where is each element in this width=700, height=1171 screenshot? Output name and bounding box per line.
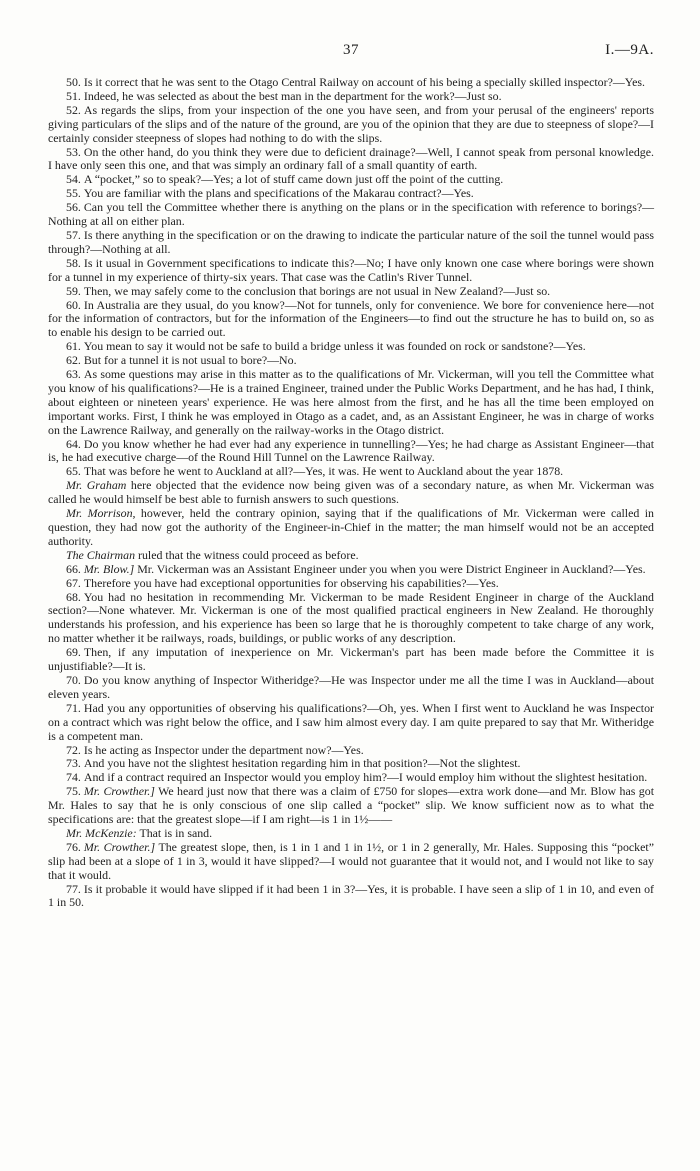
transcript-paragraph (48, 340, 654, 354)
transcript-paragraph (48, 368, 654, 438)
paragraph-text: You mean to say it would not be safe to build a bridge unless it was founded on rock or sandstone?—Yes. (83, 339, 586, 354)
question-number: 71. (66, 700, 81, 715)
transcript-paragraph (48, 90, 654, 104)
transcript-paragraph (48, 646, 654, 674)
transcript-paragraph (48, 465, 654, 479)
paragraph-text: We heard just now that there was a claim of £750 for slopes—extra work done—and Mr. Blow has got Mr. Hales to say that he is only conscious of one slip called a “pocket” slip. We know sufficient now as to what the specifications are: that the greatest slope—if I am right—is 1 in 1½—— (48, 784, 654, 827)
paragraph-text: Indeed, he was selected as about the best man in the department for the work?—Just so. (83, 88, 502, 103)
question-number: 56. (66, 200, 81, 215)
transcript-paragraph (48, 785, 654, 827)
transcript-paragraph (48, 257, 654, 285)
speaker-name: Mr. Morrison, (66, 506, 136, 521)
paragraph-text: You are familiar with the plans and specifications of the Makarau contract?—Yes. (83, 186, 474, 201)
question-number: 62. (66, 353, 81, 368)
paragraph-text: however, held the contrary opinion, saying that if the qualifications of Mr. Vickerman were called in question, they had now got the authority of the Engineer-in-Chief in the matter; the man himself would not be an accepted authority. (48, 506, 654, 548)
paragraph-text: Can you tell the Committee whether there is anything on the plans or in the specification with reference to borings?—Nothing at all on either plan. (48, 200, 654, 229)
speaker-name: Mr. McKenzie: (66, 825, 137, 840)
transcript-paragraph (48, 841, 654, 883)
question-number: 73. (66, 756, 81, 771)
question-number: 67. (66, 575, 81, 590)
question-number: 66. (66, 561, 81, 576)
paragraph-text: Do you know anything of Inspector Witheridge?—He was Inspector under me all the time I was in Auckland—about eleven years. (48, 672, 654, 701)
paragraph-text: A “pocket,” so to speak?—Yes; a lot of stuff came down just off the point of the cutting. (83, 172, 504, 187)
question-number: 68. (66, 589, 81, 604)
question-number: 69. (66, 645, 81, 660)
paragraph-text: You had no hesitation in recommending Mr. Vickerman to be made Resident Engineer in charge of the Auckland section?—None whatever. Mr. Vickerman is one of the most qualified practical engineers in New Zealand. He thoroughly understands his profession, and his experience has been so large that he is thoroughly competent to take charge of any work, no matter whether it be railways, roads, buildings, or public works of any description. (48, 589, 654, 646)
transcript-paragraph (48, 591, 654, 647)
speaker-name: Mr. Graham (66, 478, 127, 493)
transcript-paragraph (48, 757, 654, 771)
speaker-name: Mr. Crowther.] (83, 839, 156, 854)
question-number: 64. (66, 436, 81, 451)
paragraph-text: As some questions may arise in this matter as to the qualifications of Mr. Vickerman, will you tell the Committee what you know of his qualifications?—He is a trained Engineer, trained under the Public Works Department, and he has had, I think, about eighteen or nineteen years' experience. He was here almost from the first, and he has all the time been employed on important works. First, I think he was employed in Otago as a cadet, and, as an Assistant Engineer, he was in charge of works on the Lawrence Railway, and generally on the railway-works in the Otago district. (48, 367, 654, 437)
paragraph-text: Is it usual in Government specifications to indicate this?—No; I have only known one case where borings were shown for a tunnel in my experience of thirty-six years. That case was the Catlin's River Tunnel. (48, 255, 654, 284)
transcript-paragraph (48, 827, 654, 841)
paragraph-text: That is in sand. (139, 825, 213, 840)
paragraph-text: As regards the slips, from your inspection of the one you have seen, and from your perusal of the engineers' reports giving particulars of the slips and of the nature of the ground, are you of the opinion that they are due to steepness of slope?—I certainly consider steepness of slopes had nothing to do with the slips. (48, 102, 654, 145)
paragraph-text: In Australia are they usual, do you know?—Not for tunnels, only for convenience. We bore for convenience here—not for the information of contractors, but for the information of the Engineers—to find out the structure he has to build on, so as to enable his design to be carried out. (48, 297, 654, 340)
question-number: 57. (66, 227, 81, 242)
transcript-paragraph (48, 438, 654, 466)
transcript-paragraph (48, 674, 654, 702)
paragraph-text: And if a contract required an Inspector would you employ him?—I would employ him without the slightest hesitation. (83, 770, 648, 785)
question-number: 50. (66, 75, 81, 89)
paragraph-text: Is it correct that he was sent to the Otago Central Railway on account of his being a specially skilled inspector?—Yes. (83, 75, 646, 89)
speaker-name: Mr. Crowther.] (83, 784, 155, 799)
transcript-paragraph (48, 146, 654, 174)
paragraph-text: Is it probable it would have slipped if it had been 1 in 3?—Yes, it is probable. I have seen a slip of 1 in 10, and even of 1 in 50. (48, 881, 654, 910)
paragraph-text: On the other hand, do you think they were due to deficient drainage?—Well, I cannot speak from personal knowledge. I have only seen this one, and that was simply an ordinary fall of a small quantity of earth. (48, 144, 654, 173)
paragraph-text: Do you know whether he had ever had any experience in tunnelling?—Yes; he had charge as Assistant Engineer—that is, he had executive charge—of the Round Hill Tunnel on the Lawrence Railway. (48, 436, 654, 465)
transcript-paragraph (48, 201, 654, 229)
transcript-paragraph (48, 299, 654, 341)
paragraph-text: The greatest slope, then, is 1 in 1 and 1 in 1½, or 1 in 2 generally, Mr. Hales. Supposing this “pocket” slip had been at a slope of 1 in 3, would it have slipped?—I would not guarantee that it would not, and I would not like to say that it would. (48, 839, 654, 882)
question-number: 55. (66, 186, 81, 201)
paragraph-text: Then, we may safely come to the conclusion that borings are not usual in New Zealand?—Just so. (83, 283, 551, 298)
evidence-transcript (48, 76, 654, 910)
transcript-paragraph (48, 883, 654, 911)
paragraph-text: Therefore you have had exceptional opportunities for observing his capabilities?—Yes. (83, 575, 499, 590)
paragraph-text: Is he acting as Inspector under the department now?—Yes. (83, 742, 364, 757)
question-number: 51. (66, 88, 81, 103)
transcript-paragraph (48, 563, 654, 577)
question-number: 61. (66, 339, 81, 354)
paragraph-text: Is there anything in the specification or on the drawing to indicate the particular nature of the soil the tunnel would pass through?—Nothing at all. (48, 227, 654, 256)
paragraph-text: And you have not the slightest hesitation regarding him in that position?—Not the slightest. (83, 756, 521, 771)
question-number: 74. (66, 770, 81, 785)
question-number: 72. (66, 742, 81, 757)
paragraph-text: But for a tunnel it is not usual to bore?—No. (83, 353, 297, 368)
question-number: 63. (66, 367, 81, 382)
page-header (48, 42, 654, 62)
transcript-paragraph (48, 354, 654, 368)
paragraph-text: Mr. Vickerman was an Assistant Engineer under you when you were District Engineer in Auckland?—Yes. (137, 561, 646, 576)
question-number: 53. (66, 144, 81, 159)
transcript-paragraph (48, 479, 654, 507)
question-number: 59. (66, 283, 81, 298)
transcript-paragraph (48, 285, 654, 299)
transcript-paragraph (48, 549, 654, 563)
paragraph-text: That was before he went to Auckland at all?—Yes, it was. He went to Auckland about the year 1878. (83, 464, 564, 479)
question-number: 75. (66, 784, 81, 799)
transcript-paragraph (48, 187, 654, 201)
paragraph-text: here objected that the evidence now being given was of a secondary nature, as when Mr. Vickerman was called he would himself be best able to furnish answers to such questions. (48, 478, 654, 507)
question-number: 65. (66, 464, 81, 479)
question-number: 52. (66, 102, 81, 117)
transcript-paragraph (48, 76, 654, 90)
transcript-paragraph (48, 771, 654, 785)
question-number: 77. (66, 881, 81, 896)
speaker-name: Mr. Blow.] (83, 561, 135, 576)
paragraph-text: Then, if any imputation of inexperience on Mr. Vickerman's part has been made before the Committee it is unjustifiable?—It is. (48, 645, 654, 674)
transcript-paragraph (48, 104, 654, 146)
transcript-paragraph (48, 577, 654, 591)
question-number: 76. (66, 839, 81, 854)
transcript-paragraph (48, 173, 654, 187)
speaker-name: The Chairman (66, 547, 136, 562)
question-number: 60. (66, 297, 81, 312)
document-reference: I.—9A. (605, 42, 654, 58)
paragraph-text: ruled that the witness could proceed as before. (138, 547, 359, 562)
question-number: 70. (66, 672, 81, 687)
transcript-paragraph (48, 744, 654, 758)
page-number: 37 (343, 42, 359, 58)
transcript-paragraph (48, 229, 654, 257)
transcript-paragraph (48, 702, 654, 744)
transcript-paragraph (48, 507, 654, 549)
question-number: 58. (66, 255, 81, 270)
question-number: 54. (66, 172, 81, 187)
paragraph-text: Had you any opportunities of observing his qualifications?—Oh, yes. When I first went to Auckland he was Inspector on a contract which was right below the office, and I saw him almost every day. I am quite prepared to say that Mr. Witheridge is a competent man. (48, 700, 654, 743)
